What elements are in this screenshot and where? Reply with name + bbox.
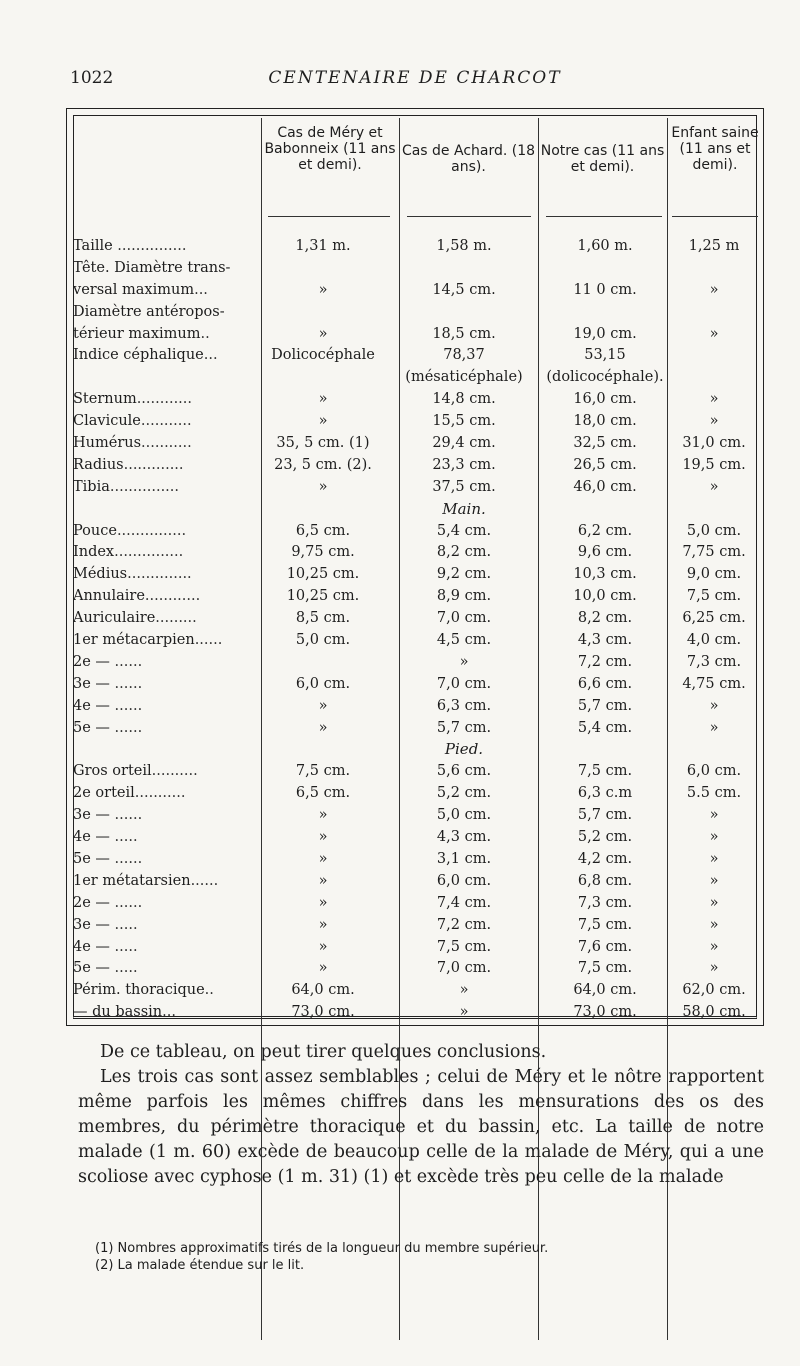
- table-cell: 8,9 cm.: [436, 588, 492, 605]
- table-cell: 37,5 cm.: [432, 478, 496, 495]
- measurement-table: [73, 236, 763, 1024]
- row-label: 2e — ......: [73, 653, 143, 670]
- table-cell: 7,6 cm.: [577, 938, 633, 955]
- table-cell: »: [318, 894, 328, 911]
- header-rule: [546, 216, 662, 217]
- row-label: 5e — ......: [73, 850, 143, 867]
- row-label: térieur maximum..: [73, 325, 210, 342]
- table-cell: »: [318, 281, 328, 298]
- table-cell: 7,0 cm.: [436, 675, 492, 692]
- table-cell: 5,7 cm.: [436, 719, 492, 736]
- table-cell: 46,0 cm.: [573, 478, 637, 495]
- row-label: Index...............: [73, 544, 184, 561]
- table-cell: 5,6 cm.: [436, 763, 492, 780]
- table-cell: »: [709, 894, 719, 911]
- row-label: Annulaire............: [73, 588, 201, 605]
- footnote: (1) Nombres approximatifs tirés de la longueur du membre supérieur.: [95, 1241, 549, 1256]
- table-cell: 19,5 cm.: [682, 456, 746, 473]
- row-label: 5e — .....: [73, 960, 138, 977]
- table-cell: 7,5 cm.: [436, 938, 492, 955]
- table-cell: 58,0 cm.: [682, 1004, 746, 1021]
- table-cell: 5,7 cm.: [577, 697, 633, 714]
- table-cell: 9,6 cm.: [577, 544, 633, 561]
- table-cell: 7,0 cm.: [436, 960, 492, 977]
- table-cell: »: [459, 982, 469, 999]
- table-cell: 31,0 cm.: [682, 435, 746, 452]
- row-label: 2e — ......: [73, 894, 143, 911]
- table-row: [73, 761, 763, 783]
- table-cell: 73,0 cm.: [573, 1004, 637, 1021]
- table-row: [73, 433, 763, 455]
- row-label: 4e — ......: [73, 697, 143, 714]
- table-row: [73, 630, 763, 652]
- footnotes: [95, 1240, 755, 1274]
- table-row: [73, 915, 763, 937]
- table-row: [73, 958, 763, 980]
- table-cell: 11 0 cm.: [573, 281, 637, 298]
- row-label: 2e orteil...........: [73, 785, 186, 802]
- table-cell: »: [318, 916, 328, 933]
- table-cell: 18,0 cm.: [573, 413, 637, 430]
- table-cell: »: [709, 478, 719, 495]
- table-row: [73, 345, 763, 367]
- table-cell: »: [318, 391, 328, 408]
- table-cell: »: [318, 325, 328, 342]
- column-header-mery: Cas de Méry et Babonneix (11 ans et demi).: [264, 125, 396, 173]
- table-cell: 4,3 cm.: [436, 829, 492, 846]
- table-cell: »: [318, 938, 328, 955]
- header-rule: [268, 216, 390, 217]
- section-heading: Pied.: [444, 740, 484, 759]
- table-cell: 6,0 cm.: [686, 763, 742, 780]
- table-cell: »: [709, 807, 719, 824]
- table-row: [73, 652, 763, 674]
- table-row: [73, 849, 763, 871]
- row-label: Périm. thoracique..: [73, 982, 214, 999]
- table-cell: »: [318, 960, 328, 977]
- row-label: 5e — ......: [73, 719, 143, 736]
- table-cell: 23, 5 cm. (2).: [274, 456, 372, 473]
- column-header-notre-cas: Notre cas (11 ans et demi).: [540, 143, 665, 175]
- table-row: [73, 389, 763, 411]
- table-cell: 5,4 cm.: [436, 522, 492, 539]
- table-cell: 1,31 m.: [295, 238, 351, 254]
- row-label: Tête. Diamètre trans-: [73, 259, 231, 276]
- table-cell: 7,2 cm.: [436, 916, 492, 933]
- table-cell: 7,75 cm.: [682, 544, 746, 561]
- table-cell: 6,5 cm.: [295, 785, 351, 802]
- table-row: [73, 367, 763, 389]
- page-header: [70, 68, 760, 92]
- table-cell: 4,75 cm.: [682, 675, 746, 692]
- table-cell: 5,0 cm.: [295, 632, 351, 649]
- table-cell: 5,0 cm.: [436, 807, 492, 824]
- table-cell: 7,2 cm.: [577, 653, 633, 670]
- table-cell: 10,25 cm.: [286, 588, 360, 605]
- table-cell: 64,0 cm.: [291, 982, 355, 999]
- table-row: [73, 411, 763, 433]
- table-cell: 5.5 cm.: [686, 785, 742, 802]
- table-cell: 5,2 cm.: [436, 785, 492, 802]
- table-cell: »: [709, 413, 719, 430]
- table-cell: »: [709, 960, 719, 977]
- row-label: Humérus...........: [73, 435, 192, 452]
- table-row: [73, 586, 763, 608]
- table-cell: 8,5 cm.: [295, 610, 351, 627]
- table-row: [73, 1002, 763, 1024]
- row-label: 3e — .....: [73, 916, 138, 933]
- table-cell: 6,6 cm.: [577, 675, 633, 692]
- table-cell: 7,3 cm.: [686, 653, 742, 670]
- body-text: [78, 1040, 764, 1190]
- table-cell: 8,2 cm.: [577, 610, 633, 627]
- table-cell: 15,5 cm.: [432, 413, 496, 430]
- row-label: Sternum............: [73, 391, 193, 408]
- table-cell: 10,3 cm.: [573, 566, 637, 583]
- table-cell: 7,5 cm.: [295, 763, 351, 780]
- table-cell: 35, 5 cm. (1): [276, 435, 370, 452]
- column-header-enfant-saine: Enfant saine (11 ans et demi).: [671, 125, 759, 173]
- header-rule: [672, 216, 758, 217]
- table-cell: 62,0 cm.: [682, 982, 746, 999]
- row-label: versal maximum...: [73, 281, 208, 298]
- table-row: [73, 521, 763, 543]
- row-label: 4e — .....: [73, 829, 138, 846]
- table-cell: 14,5 cm.: [432, 281, 496, 298]
- table-cell: »: [318, 872, 328, 889]
- table-cell: 9,2 cm.: [436, 566, 492, 583]
- table-cell: 53,15: [584, 347, 626, 364]
- table-row: [73, 696, 763, 718]
- table-cell: »: [709, 916, 719, 933]
- page-number: 1022: [70, 68, 114, 88]
- table-cell: 7,4 cm.: [436, 894, 492, 911]
- table-row: [73, 805, 763, 827]
- table-row: [73, 477, 763, 499]
- table-cell: »: [459, 653, 469, 670]
- row-label: Taille ...............: [73, 238, 187, 254]
- row-label: 1er métatarsien......: [73, 872, 219, 889]
- table-cell: 23,3 cm.: [432, 456, 496, 473]
- table-cell: 6,3 c.m: [577, 785, 633, 802]
- table-cell: 6,3 cm.: [436, 697, 492, 714]
- table-cell: 1,60 m.: [577, 238, 633, 254]
- table-cell: 9,0 cm.: [686, 566, 742, 583]
- table-row: [73, 258, 763, 280]
- table-cell: 5,2 cm.: [577, 829, 633, 846]
- table-cell: 14,8 cm.: [432, 391, 496, 408]
- table-cell: 6,8 cm.: [577, 872, 633, 889]
- table-row: [73, 455, 763, 477]
- header-rule: [407, 216, 531, 217]
- table-cell: 10,0 cm.: [573, 588, 637, 605]
- row-label: 3e — ......: [73, 807, 143, 824]
- paragraph: Les trois cas sont assez semblables ; celui de Méry et le nôtre rapportent même parfois les mêmes chiffres dans les mensurations des os des membres, du périmètre thoracique et du bassin, etc. La taille de notre malade (1 m. 60) excède de beaucoup celle de la malade de Méry, qui a une scoliose avec cyphose (1 m. 31) (1) et excède très peu celle de la malade: [78, 1067, 764, 1187]
- table-cell: 4,5 cm.: [436, 632, 492, 649]
- table-cell: 7,0 cm.: [436, 610, 492, 627]
- table-cell: 7,5 cm.: [577, 960, 633, 977]
- table-cell: (dolicocéphale).: [546, 369, 664, 386]
- table-cell: »: [709, 719, 719, 736]
- running-title: CENTENAIRE DE CHARCOT: [268, 68, 562, 88]
- table-cell: 1,58 m.: [436, 238, 492, 254]
- table-row: [73, 937, 763, 959]
- table-row: [73, 302, 763, 324]
- table-cell: 16,0 cm.: [573, 391, 637, 408]
- table-row: [73, 980, 763, 1002]
- table-cell: 19,0 cm.: [573, 325, 637, 342]
- table-row: [73, 324, 763, 346]
- table-cell: 4,2 cm.: [577, 850, 633, 867]
- table-cell: »: [318, 478, 328, 495]
- row-label: Diamètre antéropos-: [73, 303, 225, 320]
- table-cell: (mésaticéphale): [405, 369, 523, 386]
- table-cell: »: [459, 1004, 469, 1021]
- row-label: Radius.............: [73, 456, 184, 473]
- row-label: Médius..............: [73, 566, 192, 583]
- paragraph: De ce tableau, on peut tirer quelques conclusions.: [100, 1042, 547, 1062]
- table-cell: 7,5 cm.: [577, 763, 633, 780]
- table-cell: 4,3 cm.: [577, 632, 633, 649]
- table-cell: 6,5 cm.: [295, 522, 351, 539]
- table-row: [73, 718, 763, 740]
- table-row: [73, 783, 763, 805]
- table-cell: 5,0 cm.: [686, 522, 742, 539]
- table-cell: 5,4 cm.: [577, 719, 633, 736]
- table-cell: »: [709, 281, 719, 298]
- table-cell: 32,5 cm.: [573, 435, 637, 452]
- table-cell: »: [318, 697, 328, 714]
- row-label: — du bassin...: [73, 1004, 176, 1021]
- table-cell: »: [318, 413, 328, 430]
- table-cell: 10,25 cm.: [286, 566, 360, 583]
- table-row: [73, 542, 763, 564]
- table-cell: 7,5 cm.: [577, 916, 633, 933]
- table-cell: »: [709, 829, 719, 846]
- row-label: Tibia...............: [73, 478, 180, 495]
- table-cell: 64,0 cm.: [573, 982, 637, 999]
- table-cell: »: [318, 807, 328, 824]
- table-cell: 6,0 cm.: [436, 872, 492, 889]
- table-cell: 1,25 m: [688, 238, 740, 254]
- table-cell: 18,5 cm.: [432, 325, 496, 342]
- table-cell: »: [318, 719, 328, 736]
- row-label: Pouce...............: [73, 522, 187, 539]
- table-cell: 7,5 cm.: [686, 588, 742, 605]
- row-label: 3e — ......: [73, 675, 143, 692]
- table-row: [73, 871, 763, 893]
- table-row: [73, 827, 763, 849]
- table-row: [73, 893, 763, 915]
- table-cell: »: [709, 325, 719, 342]
- table-cell: 6,0 cm.: [295, 675, 351, 692]
- table-cell: Dolicocéphale: [271, 347, 375, 364]
- table-cell: 26,5 cm.: [573, 456, 637, 473]
- table-cell: »: [709, 850, 719, 867]
- table-cell: 29,4 cm.: [432, 435, 496, 452]
- table-cell: »: [709, 938, 719, 955]
- footnote: (2) La malade étendue sur le lit.: [95, 1258, 305, 1273]
- table-row: [73, 608, 763, 630]
- table-cell: 7,3 cm.: [577, 894, 633, 911]
- table-cell: »: [318, 829, 328, 846]
- table-row: [73, 564, 763, 586]
- row-label: 1er métacarpien......: [73, 632, 223, 649]
- table-cell: 6,2 cm.: [577, 522, 633, 539]
- table-cell: 6,25 cm.: [682, 610, 746, 627]
- row-label: Indice céphalique...: [73, 347, 218, 364]
- row-label: Clavicule...........: [73, 413, 192, 430]
- table-cell: 3,1 cm.: [436, 850, 492, 867]
- row-label: 4e — .....: [73, 938, 138, 955]
- table-cell: 9,75 cm.: [291, 544, 355, 561]
- table-cell: 73,0 cm.: [291, 1004, 355, 1021]
- section-heading: Main.: [442, 499, 486, 518]
- table-cell: 78,37: [443, 347, 485, 364]
- table-cell: »: [709, 391, 719, 408]
- column-header-achard: Cas de Achard. (18 ans).: [401, 143, 536, 175]
- table-cell: 8,2 cm.: [436, 544, 492, 561]
- row-label: Auriculaire.........: [73, 610, 197, 627]
- table-cell: »: [318, 850, 328, 867]
- table-row: [73, 280, 763, 302]
- table-row: [73, 674, 763, 696]
- table-row: [73, 236, 763, 258]
- table-cell: 4,0 cm.: [686, 632, 742, 649]
- row-label: Gros orteil..........: [73, 763, 198, 780]
- table-cell: »: [709, 697, 719, 714]
- table-cell: »: [709, 872, 719, 889]
- table-cell: 5,7 cm.: [577, 807, 633, 824]
